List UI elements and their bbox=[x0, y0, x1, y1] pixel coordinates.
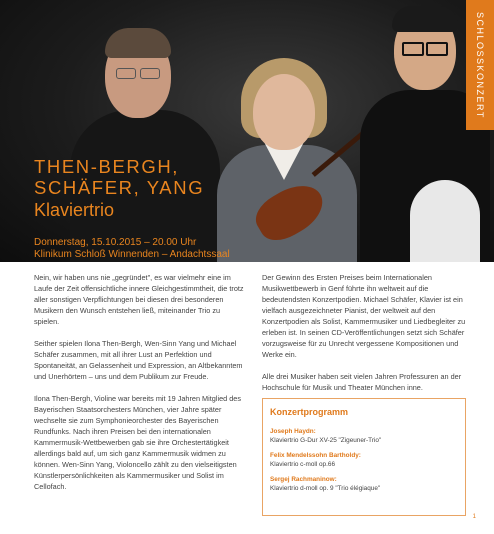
paragraph: Ilona Then-Bergh, Violine war bereits mit 19 Jahren Mitglied des Bayerischen Staatsorchesters München, vier Jahre später wechselte sie zum Symphonieorchester des Bayerischen Rundfunks. Nach ihren Preisen bei den internationalen Kammermusik-Wettbewerben gab sie ihre Orchestertätigkeit allerdings bald auf, um sich ganz Kammermusik widmen zu können. Wen-Sinn Yang, Violoncello zählt zu den vielseitigsten Künstlerpersönlichkeiten als Kammermusiker und Solist im Cellofach. bbox=[34, 394, 241, 491]
event-location: Klinikum Schloß Winnenden – Andachtssaal bbox=[34, 249, 230, 260]
title-line-1: THEN-BERGH, bbox=[34, 156, 180, 177]
program-item bbox=[270, 427, 381, 445]
title-line-2: SCHÄFER, YANG bbox=[34, 177, 205, 198]
right-text-column bbox=[262, 272, 468, 404]
side-tab bbox=[466, 0, 494, 130]
event-date: Donnerstag, 15.10.2015 – 20.00 Uhr bbox=[34, 237, 197, 248]
paragraph: Seither spielen Ilona Then-Bergh, Wen-Sinn Yang und Michael Schäfer zusammen, mit all ihrer Lust an Perfektion und Spontaneität, an Gelassenheit und Expression, an Altbekanntem und Unerhörtem – uns und dem Publikum zur Freude. bbox=[34, 339, 243, 381]
program-heading: Konzertprogramm bbox=[270, 407, 349, 417]
concert-program-box bbox=[262, 398, 466, 516]
program-work: Klaviertrio c-moll op.66 bbox=[270, 461, 335, 468]
page-number: 1 bbox=[472, 514, 476, 520]
program-work: Klaviertrio d-moll op. 9 "Trio élégiaque" bbox=[270, 485, 381, 492]
program-work: Klaviertrio G-Dur XV-25 "Zigeuner-Trio" bbox=[270, 437, 382, 444]
program-item bbox=[270, 451, 361, 469]
paragraph: Alle drei Musiker haben seit vielen Jahren Professuren an der Hochschule für Musik und Theater München inne. bbox=[262, 372, 462, 392]
paragraph: Nein, wir haben uns nie „gegründet", es war vielmehr eine im Laufe der Zeit offensichtliche innere Gleichgestimmtheit, die trotz aller sonstigen Verpflichtungen bei diesen drei besonderen Musikern den Wunsch entstehen ließ, miteinander Trio zu spielen. bbox=[34, 273, 244, 326]
program-item bbox=[270, 475, 380, 493]
musician-middle-figure bbox=[205, 40, 365, 262]
left-text-column bbox=[34, 272, 244, 503]
program-composer: Felix Mendelssohn Bartholdy: bbox=[270, 452, 361, 459]
musician-left-figure bbox=[60, 0, 220, 262]
paragraph: Der Gewinn des Ersten Preises beim Internationalen Musikwettbewerb in Genf führte ihn weltweit auf die bedeutendsten Konzertpodien. Michael Schäfer, Klavier ist ein vielfach ausgezeichneter Pianist, der weltweit auf den Konzertpodien als Solist, Kammermusiker und Liedbegleiter zu erleben ist. In seinen CD-Veröffentlichungen setzt sich Schäfer vorzugsweise für zu Unrecht vergessene Kompositionen und Werke ein. bbox=[262, 273, 466, 359]
program-composer: Joseph Haydn: bbox=[270, 428, 316, 435]
hero-photo bbox=[0, 0, 494, 262]
side-tab-label: SCHLOSSKONZERT bbox=[475, 11, 485, 119]
program-composer: Sergej Rachmaninow: bbox=[270, 476, 337, 483]
subtitle: Klaviertrio bbox=[34, 200, 115, 220]
title-block bbox=[34, 156, 204, 222]
